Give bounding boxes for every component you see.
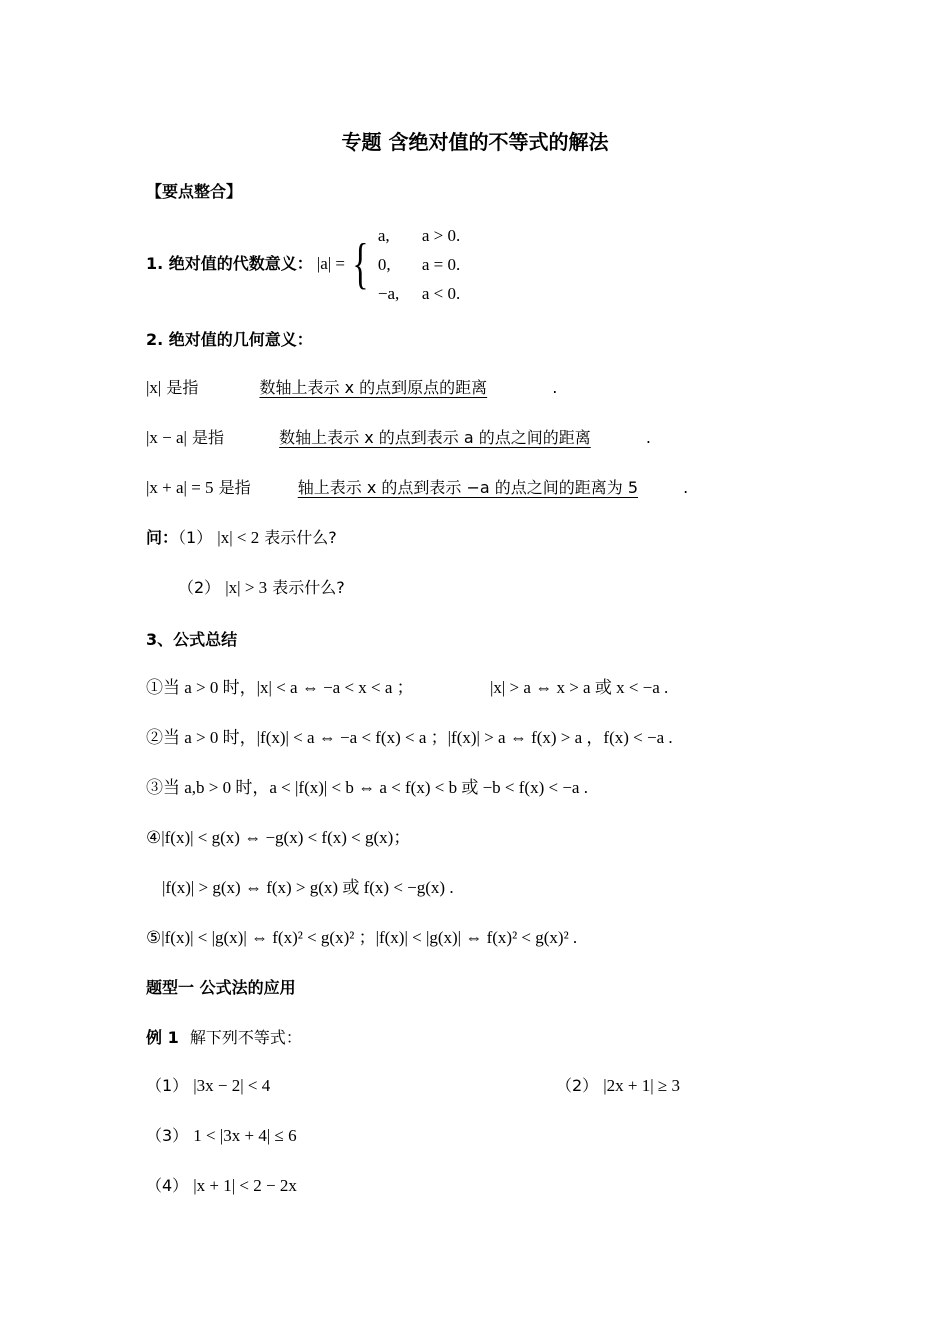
item1-algebraic-meaning — [146, 222, 460, 306]
question-1: 问：（1） |x| < 2 表示什么? — [146, 528, 337, 547]
case-row: −a, a < 0. — [377, 283, 461, 303]
left-brace-icon: { — [352, 233, 369, 295]
item1-label: 1. 绝对值的代数意义： — [146, 254, 313, 273]
item3-label: 3、公式总结 — [146, 630, 238, 649]
formula-4b: |f(x)| > g(x) ⇔ f(x) > g(x) 或 f(x) < −g(x) . — [162, 878, 454, 897]
formula-4a: ④|f(x)| < g(x) ⇔ −g(x) < f(x) < g(x)； — [146, 828, 411, 847]
geometric-line-2: |x − a| 是指 数轴上表示 x 的点到表示 a 的点之间的距离 . — [146, 426, 651, 450]
geometric-line-3: |x + a| = 5 是指 轴上表示 x 的点到表示 −a 的点之间的距离为 5 . — [146, 476, 688, 500]
example1-heading: 例 1 解下列不等式： — [146, 1028, 302, 1047]
formula-2: ②当 a > 0 时，|f(x)| < a ⇔ −a < f(x) < a ；|f(x)| > a ⇔ f(x) > a ，f(x) < −a . — [146, 728, 673, 747]
question-2: （2） |x| > 3 表示什么? — [178, 578, 345, 597]
piecewise-cases — [378, 221, 460, 308]
section-key-points: 【要点整合】 — [146, 182, 243, 201]
formula-5: ⑤|f(x)| < |g(x)| ⇔ f(x)² < g(x)² ；|f(x)| < |g(x)| ⇔ f(x)² < g(x)² . — [146, 928, 578, 947]
formula-3: ③当 a,b > 0 时，a < |f(x)| < b ⇔ a < f(x) < b 或 −b < f(x) < −a . — [146, 778, 588, 797]
formula-1b: |x| > a ⇔ x > a 或 x < −a . — [490, 678, 669, 697]
page-title: 专题 含绝对值的不等式的解法 — [341, 130, 609, 154]
item2-label: 2. 绝对值的几何意义： — [146, 330, 313, 349]
problem-3: （3） 1 < |3x + 4| ≤ 6 — [146, 1126, 297, 1145]
problem-2: （2） |2x + 1| ≥ 3 — [556, 1076, 681, 1095]
case-row: a, a > 0. — [377, 225, 461, 245]
formula-1a: ①当 a > 0 时，|x| < a ⇔ −a < x < a ； — [146, 678, 414, 697]
problem-4: （4） |x + 1| < 2 − 2x — [146, 1176, 297, 1195]
item1-lhs: |a| = — [316, 254, 345, 273]
case-row: 0, a = 0. — [377, 254, 461, 274]
problem-1: （1） |3x − 2| < 4 — [146, 1076, 271, 1095]
fill-blank: 数轴上表示 x 的点到表示 a 的点之间的距离 — [279, 428, 591, 447]
geometric-line-1: |x| 是指 数轴上表示 x 的点到原点的距离 . — [146, 376, 557, 400]
type1-heading: 题型一 公式法的应用 — [146, 978, 296, 997]
fill-blank: 数轴上表示 x 的点到原点的距离 — [259, 378, 488, 397]
fill-blank: 轴上表示 x 的点到表示 −a 的点之间的距离为 5 — [297, 478, 639, 497]
